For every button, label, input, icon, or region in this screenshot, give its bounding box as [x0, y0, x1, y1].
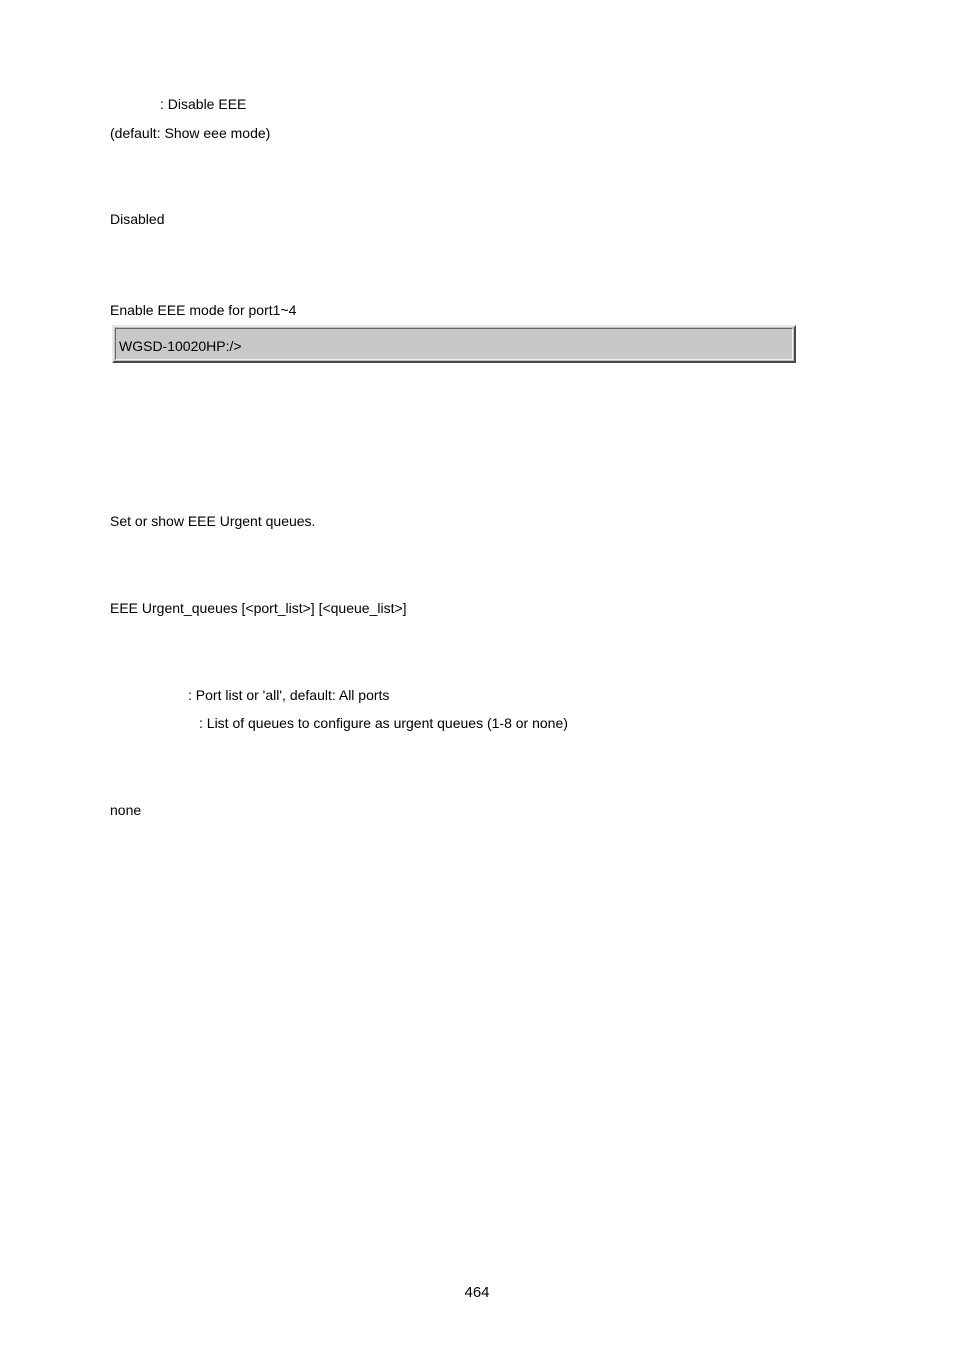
param-queue-list: : List of queues to configure as urgent queues (1-8 or none) — [199, 715, 568, 731]
example-description: Enable EEE mode for port1~4 — [110, 302, 297, 318]
option-disable-text: : Disable EEE — [160, 96, 247, 112]
command-description: Set or show EEE Urgent queues. — [110, 513, 316, 529]
cli-example-box — [112, 325, 796, 363]
urgent-queues-default-value: none — [110, 802, 142, 818]
cli-prompt: WGSD-10020HP:/> — [119, 338, 242, 354]
default-note-text: (default: Show eee mode) — [110, 125, 271, 141]
param-port-list: : Port list or 'all', default: All ports — [188, 687, 390, 703]
cli-example-box-inner — [115, 328, 793, 360]
command-syntax: EEE Urgent_queues [<port_list>] [<queue_list>] — [110, 600, 407, 616]
default-value-text: Disabled — [110, 211, 165, 227]
page-number: 464 — [464, 1284, 490, 1301]
